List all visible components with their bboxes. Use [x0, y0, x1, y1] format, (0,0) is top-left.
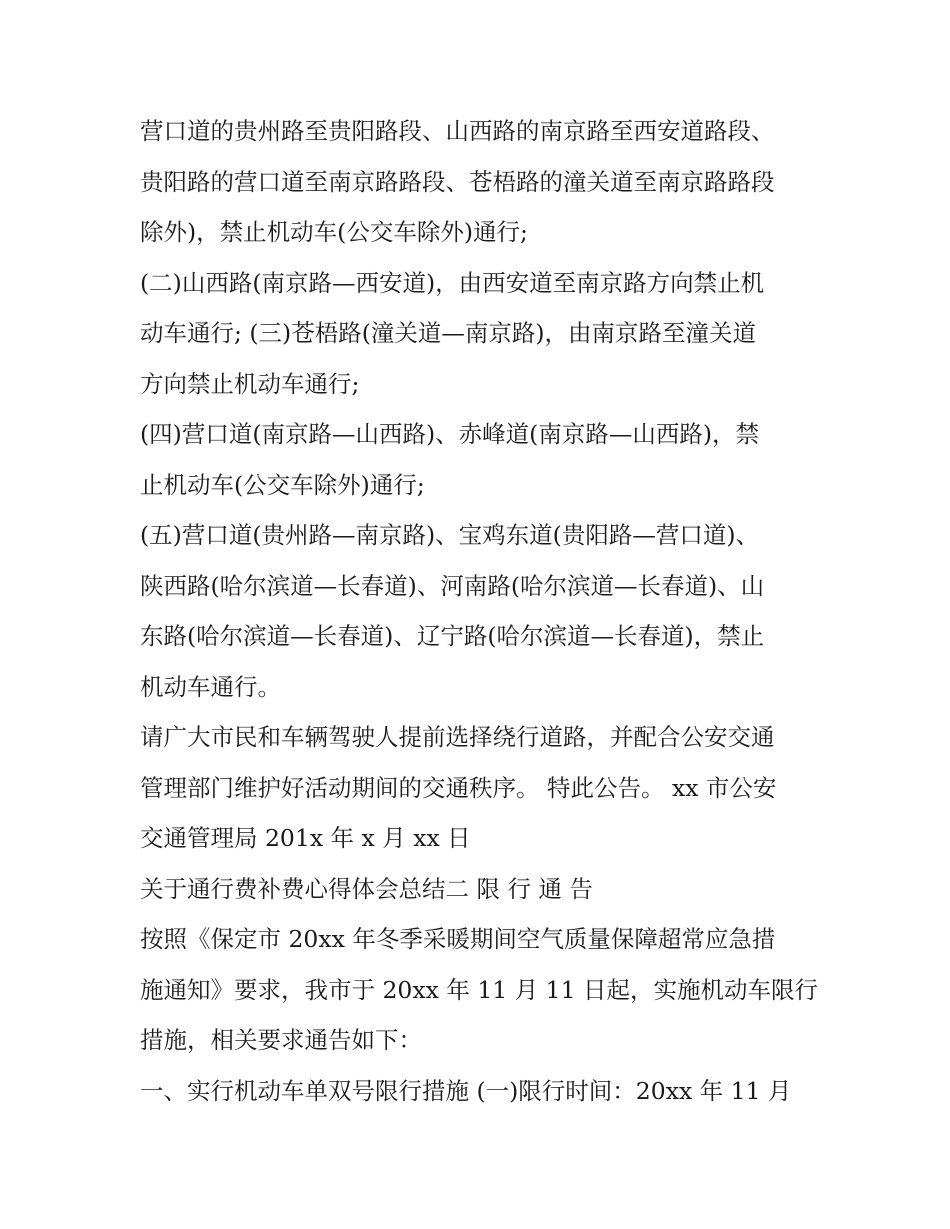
- document-body: [140, 106, 830, 1116]
- text-line: 陕西路(哈尔滨道—长春道)、河南路(哈尔滨道—长春道)、山: [140, 571, 765, 600]
- text-line: 动车通行; (三)苍梧路(潼关道—南京路)，由南京路至潼关道: [140, 319, 757, 347]
- text-line: (二)山西路(南京路—西安道)，由西安道至南京路方向禁止机: [140, 268, 765, 297]
- text-line: 一、实行机动车单双号限行措施 (一)限行时间：20xx 年 11 月: [140, 1076, 792, 1105]
- text-line: 贵阳路的营口道至南京路路段、苍梧路的潼关道至南京路路段: [140, 167, 775, 196]
- text-line: 方向禁止机动车通行;: [140, 369, 360, 398]
- text-line: 机动车通行。: [140, 672, 281, 701]
- text-line: 交通管理局 201x 年 x 月 xx 日: [140, 824, 471, 852]
- text-line: 止机动车(公交车除外)通行;: [140, 470, 425, 499]
- section-title: 关于通行费补费心得体会总结二 限 行 通 告: [140, 874, 593, 903]
- text-line: (五)营口道(贵州路—南京路)、宝鸡东道(贵阳路—营口道)、: [140, 521, 760, 549]
- text-line: (四)营口道(南京路—山西路)、赤峰道(南京路—山西路)，禁: [140, 420, 760, 448]
- text-line: 措施，相关要求通告如下：: [140, 1026, 422, 1054]
- text-line: 除外)，禁止机动车(公交车除外)通行;: [140, 218, 528, 246]
- text-line: 施通知》要求，我市于 20xx 年 11 月 11 日起，实施机动车限行: [140, 975, 819, 1004]
- text-line: 管理部门维护好活动期间的交通秩序。 特此公告。 xx 市公安: [140, 773, 777, 802]
- text-line: 东路(哈尔滨道—长春道)、辽宁路(哈尔滨道—长春道)，禁止: [140, 622, 765, 650]
- text-line: 营口道的贵州路至贵阳路段、山西路的南京路至西安道路段、: [140, 117, 775, 145]
- text-line: 按照《保定市 20xx 年冬季采暖期间空气质量保障超常应急措: [140, 925, 776, 953]
- text-line: 请广大市民和车辆驾驶人提前选择绕行道路，并配合公安交通: [140, 723, 775, 751]
